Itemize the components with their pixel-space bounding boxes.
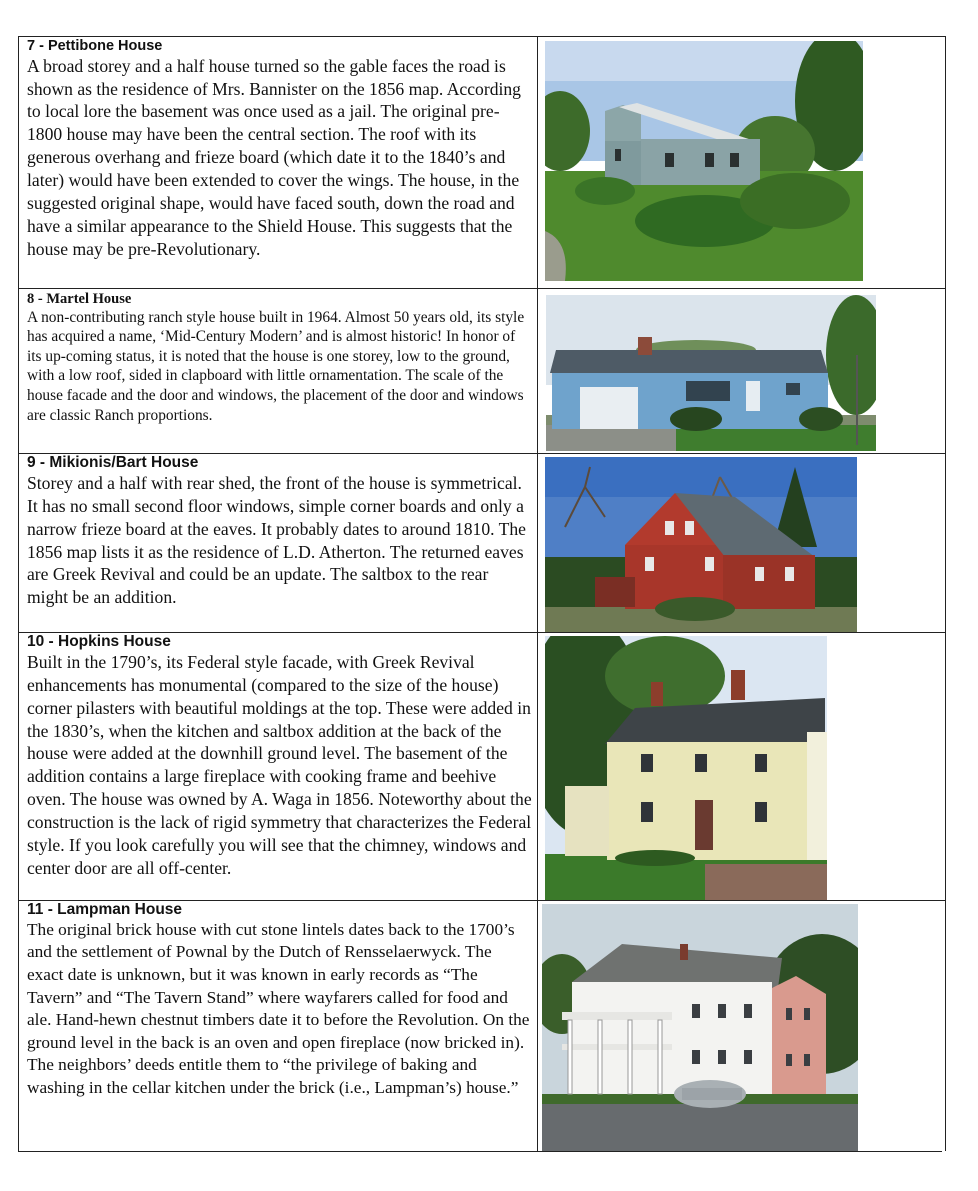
entry-description: The original brick house with cut stone lintels dates back to the 1700’s and the settlement of Pownal by the Dutch of Rensselaerwyck. The exact date is unknown, but it was known in early records as “The Tavern” and “The Tavern Stand” where wayfarers called for food and ale. Hand-hewn chestnut timbers date it to before the Revolution. On the ground level in the back is an oven and open fireplace (now bricked in). The neighbors’ deeds entitle them to “the privilege of baking and washing in the cellar kitchen under the brick (i.e., Lampman’s) house.” — [27, 919, 530, 1097]
entry-title: 7 - Pettibone House — [27, 38, 163, 54]
entry-title: 10 - Hopkins House — [27, 633, 171, 650]
entry-7-text-cell — [18, 36, 538, 288]
entry-description: Built in the 1790’s, its Federal style facade, with Greek Revival enhancements has monumental (compared to the size of the house) corner pilasters with beautiful moldings at the top. These were added in the 1830’s, when the kitchen and saltbox addition at the back of the house were added at the downhill ground level. The basement of the addition contains a large fireplace with cooking frame and beehive oven. The house was owned by A. Waga in 1856. Noteworthy about the construction is the lack of rigid symmetry that characterizes the Federal style. If you look carefully you will see that the chimney, windows and center door are all off-center. — [27, 651, 532, 878]
pettibone-house-photo — [545, 41, 863, 281]
table-bottom-border — [18, 1151, 942, 1152]
entry-10-photo-cell — [538, 632, 946, 900]
entry-10-text-cell — [18, 632, 538, 900]
entry-8-photo-cell — [538, 288, 946, 453]
lampman-house-photo — [542, 904, 858, 1151]
hopkins-house-photo — [545, 636, 827, 900]
entry-11-text-cell — [18, 900, 538, 1151]
entry-description: Storey and a half with rear shed, the front of the house is symmetrical. It has no small second floor windows, simple corner boards and only a narrow frieze board at the eaves. It probably dates to around 1810. The 1856 map lists it as the residence of L.D. Atherton. The returned eaves are Greek Revival and could be an update. The saltbox to the rear might be an addition. — [27, 472, 526, 608]
entry-8-text-cell — [18, 288, 538, 453]
entry-7-photo-cell — [538, 36, 946, 288]
entry-title: 9 - Mikionis/Bart House — [27, 454, 199, 471]
entry-description: A broad storey and a half house turned so the gable faces the road is shown as the residence of Mrs. Bannister on the 1856 map. According to local lore the basement was once used as a jail. The original pre-1800 house may have been the central section. The roof with its generous overhang and frieze board (which date it to the 1840’s and later) would have been extended to cover the wings. The house, in the suggested original shape, would have faced south, down the road and have a similar appearance to the Shield House. This suggests that the house may be pre-Revolutionary. — [27, 55, 521, 259]
entry-title: 8 - Martel House — [27, 291, 132, 307]
entry-description: A non-contributing ranch style house built in 1964. Almost 50 years old, its style has acquired a name, ‘Mid-Century Modern’ and is almost historic! In honor of its up-coming status, it is noted that the house is one storey, low to the ground, with a low roof, sided in clapboard with little ornamentation. The scale of the house facade and the door and windows, the placement of the door and windows are classic Ranch proportions. — [27, 308, 525, 424]
entry-9-text-cell — [18, 453, 538, 632]
entry-title: 11 - Lampman House — [27, 901, 183, 918]
mikionis-bart-house-photo — [545, 457, 857, 632]
martel-house-photo — [546, 295, 876, 451]
entry-9-photo-cell — [538, 453, 946, 632]
entry-11-photo-cell — [538, 900, 946, 1151]
